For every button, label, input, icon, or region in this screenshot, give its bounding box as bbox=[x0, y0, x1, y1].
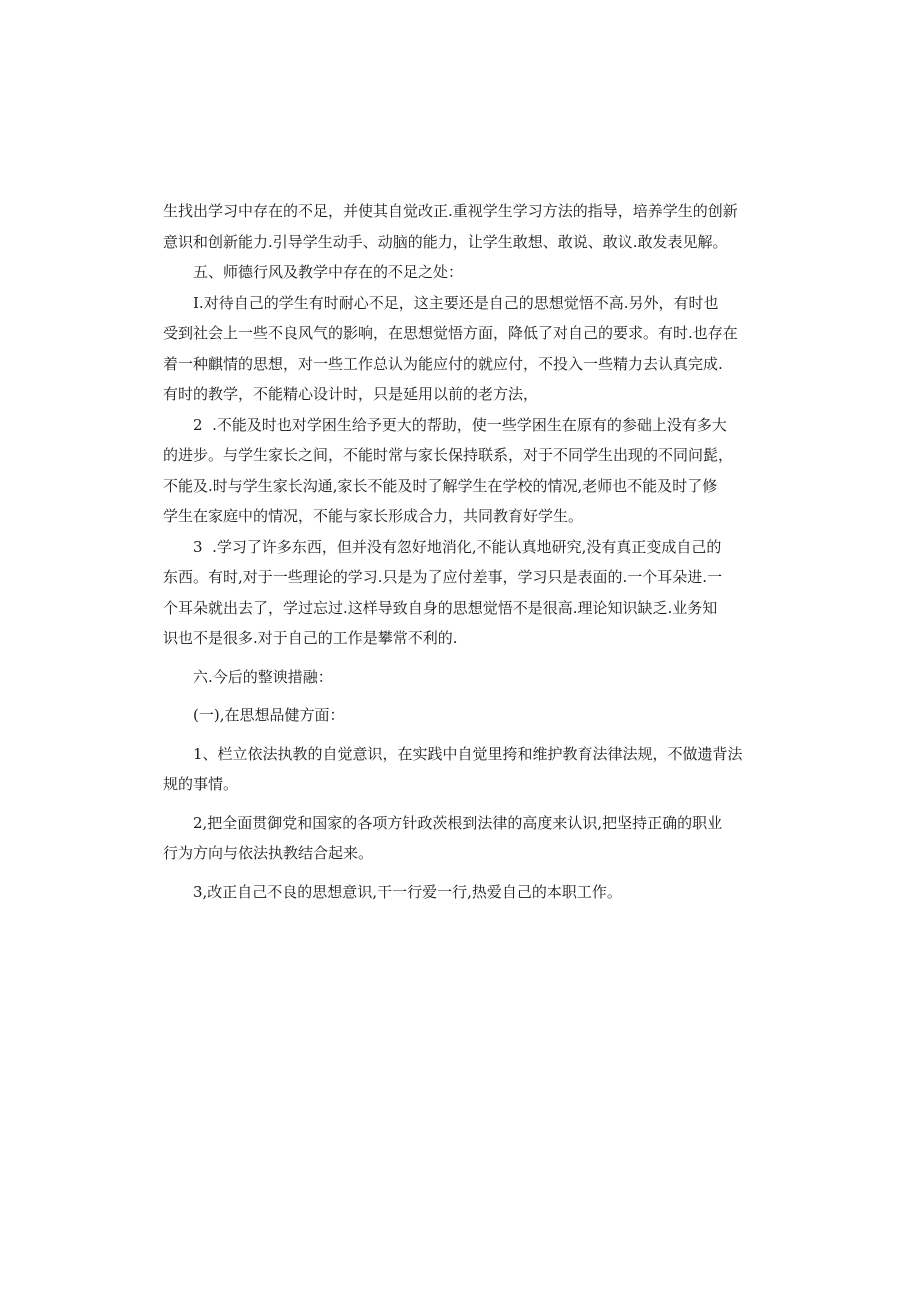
text-line: 行为方向与依法执教结合起来。 bbox=[163, 844, 374, 862]
text-line: 1、栏立依法执教的自觉意识，在实践中自觉里挎和维护教育法律法规，不做遗背法 bbox=[193, 744, 743, 763]
text-line: 受到社会上一些不良风气的影响，在思想觉悟方面，降低了对自己的要求。有时.也存在 bbox=[163, 324, 738, 342]
text-line: 着一种麒情的思想，对一些工作总认为能应付的就应付，不投入一些精力去认真完成. bbox=[163, 354, 723, 373]
text-line: 3 .学习了许多东西，但并没有忽好地消化,不能认真地研究,没有真正变成自己的 bbox=[193, 537, 722, 556]
section-heading: 六.今后的整谀措融： bbox=[193, 667, 333, 686]
text-line: 意识和创新能力.引导学生动手、动脑的能力，让学生敢想、敢说、敢议.敢发表见解。 bbox=[163, 232, 728, 251]
section-heading: 五、师德行风及教学中存在的不足之处： bbox=[193, 263, 464, 281]
text-line: 个耳朵就出去了，学过忘过.这样导致自身的思想觉悟不是很高.理论知识缺乏.业务知 bbox=[163, 598, 718, 617]
text-line: 不能及.时与学生家长沟通,家长不能及时了解学生在学校的情况,老师也不能及时了修 bbox=[163, 476, 718, 495]
text-line: 东西。有时,对于一些理论的学习.只是为了应付差事，学习只是表面的.一个耳朵进.一 bbox=[163, 568, 723, 586]
text-line: 3,改正自己不良的思想意识,干一行爱一行,热爱自己的本职工作。 bbox=[193, 882, 622, 901]
text-line: 的进步。与学生家长之间，不能时常与家长保持联系，对于不同学生出现的不同问髭， bbox=[163, 446, 734, 464]
text-line: 学生在家庭中的情况，不能与家长形成合力，共同教育好学生。 bbox=[163, 507, 584, 525]
text-line: 2,把全面贯御党和国家的各项方针政茨根到法律的高度来认识,把坚持正确的职业 bbox=[193, 813, 723, 832]
text-line: 有时的教学，不能精心设计时，只是延用以前的老方法， bbox=[163, 385, 539, 403]
text-line: 2 .不能及时也对学困生给予更大的帮助，使一些学困生在原有的参础上没有多大 bbox=[193, 415, 727, 434]
subsection-heading: (一),在思想品健方面： bbox=[193, 706, 345, 724]
text-line: 规的事情。 bbox=[163, 775, 239, 793]
text-line: 识也不是很多.对于自己的工作是攀常不利的. bbox=[163, 629, 458, 647]
document-body bbox=[163, 196, 763, 907]
text-line: 生找出学习中存在的不足，并使其自觉改正.重视学生学习方法的指导，培养学生的创新 bbox=[163, 202, 738, 220]
text-line: I.对待自己的学生有时耐心不足，这主要还是自己的思想觉悟不高.另外，有时也 bbox=[193, 293, 719, 312]
